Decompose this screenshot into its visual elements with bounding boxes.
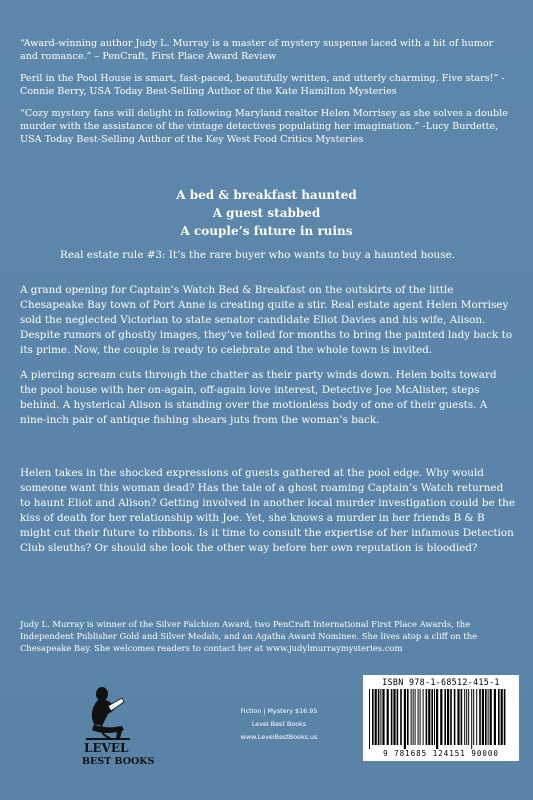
barcode-bar <box>476 689 477 745</box>
barcode-bar <box>457 689 459 745</box>
tagline-line: A bed & breakfast haunted <box>176 188 357 202</box>
publisher-logo <box>78 684 158 768</box>
publisher-website: www.LevelBestBooks.us <box>240 733 318 741</box>
barcode-bar <box>404 689 406 749</box>
barcode-bar <box>440 689 442 745</box>
isbn-label: ISBN 978-1-68512-415-1 <box>382 677 500 687</box>
barcode-bar <box>504 689 506 745</box>
barcode-bar <box>461 689 463 745</box>
publisher-info <box>214 705 344 744</box>
barcode-bar <box>447 689 449 745</box>
barcode-bar <box>382 689 384 745</box>
logo-text: BEST BOOKS <box>82 756 155 767</box>
price-code: 90000 <box>471 749 499 758</box>
logo-text: LEVEL <box>84 741 129 755</box>
barcode-bar <box>380 689 381 745</box>
tagline-line: A guest stabbed <box>212 206 321 220</box>
isbn-barcode <box>363 675 519 761</box>
barcode-bar <box>426 689 428 745</box>
real-estate-rule: Real estate rule #3: It’s the rare buyer who wants to buy a haunted house. <box>60 249 456 261</box>
barcode-bar <box>397 689 399 745</box>
barcode-bar <box>473 689 474 745</box>
barcode-icon <box>367 689 515 749</box>
barcode-bar <box>468 689 469 745</box>
barcode-bar <box>415 689 416 745</box>
barcode-bar <box>450 689 452 745</box>
tagline <box>0 186 533 240</box>
barcode-bar <box>391 689 393 745</box>
author-bio: Judy L. Murray is winner of the Silver Falchion Award, two PenCraft International First Place Awards, the Independent Publisher Gold and Silver Medals, and an Agatha Award Nominee. She lives atop a cliff on the Chesapeake Bay. She welcomes readers to contact her at www.judylmurraymysteries.com <box>20 619 478 653</box>
barcode-bar <box>423 689 424 745</box>
barcode-bar <box>418 689 419 745</box>
barcode-bar <box>372 689 374 745</box>
barcode-bar <box>431 689 433 745</box>
barcode-bar <box>400 689 402 745</box>
barcode-bar <box>490 689 492 745</box>
review-blurb: “Cozy mystery fans will delight in following Maryland realtor Helen Morrisey as she solves a double murder with the assistance of the vintage detectives populating her imagination.” -Lucy Burdette, USA Today Best-Selling Author of the Key West Food Critics Mysteries <box>20 108 508 145</box>
barcode-bar <box>369 689 370 749</box>
barcode-bar <box>436 689 438 749</box>
barcode-bar <box>420 689 421 745</box>
barcode-bar <box>375 689 377 745</box>
barcode-bar <box>454 689 456 745</box>
barcode-bar <box>428 689 430 745</box>
review-blurb: “Award-winning author Judy L. Murray is a master of mystery suspense laced with a bit of humor and romance.” – PenCraft, First Place Award Review <box>20 38 494 62</box>
tagline-line: A couple’s future in ruins <box>180 224 353 238</box>
barcode-bar <box>393 689 395 745</box>
barcode-bar <box>482 689 484 745</box>
barcode-bar <box>411 689 412 745</box>
barcode-bar <box>498 689 500 745</box>
barcode-bar <box>501 689 503 745</box>
barcode-bar <box>471 689 472 749</box>
barcode-bar <box>444 689 446 745</box>
publisher-name: Level Best Books <box>251 720 307 728</box>
barcode-bar <box>434 689 435 745</box>
barcode-digits <box>363 749 519 758</box>
reading-woman-icon <box>78 684 158 768</box>
barcode-bar <box>387 689 389 745</box>
ean-digits: 9 781685 124151 <box>383 749 466 758</box>
barcode-bar <box>466 689 467 745</box>
review-blurb: Peril in the Pool House is smart, fast-paced, beautifully written, and utterly charming. Five stars!” - Connie Berry, USA Today Best-Selling Author of the Kate Hamilton Mysteries <box>20 73 505 97</box>
barcode-bar <box>378 689 380 745</box>
barcode-bar <box>494 689 496 745</box>
barcode-bar <box>488 689 489 745</box>
barcode-bar <box>464 689 465 745</box>
barcode-bar <box>485 689 487 745</box>
barcode-bar <box>407 689 409 745</box>
synopsis-paragraph: Helen takes in the shocked expressions of guests gathered at the pool edge. Why would someone want this woman dead? Has the tale of a ghost roaming Captain’s Watch returned to haunt Eliot and Alison? Getting involved in another local murder investigation could be the kiss of death for her relationship with Joe. Yet, she knows a murder in her friends B & B might cut their future to ribbons. Is it time to consult the expertise of her infamous Detection Club sleuths? Or should she look the other way before her own reputation is bloodied? <box>20 467 515 554</box>
barcode-bar <box>479 689 481 745</box>
synopsis-paragraph: A grand opening for Captain’s Watch Bed & Breakfast on the outskirts of the little Chesapeake Bay town of Port Anne is creating quite a stir. Real estate agent Helen Morrisey sold the neglected Victorian to state senator candidate Eliot Davies and his wife, Alison. Despite rumors of ghostly images, they’ve toiled for months to bring the painted lady back to its prime. Now, the couple is ready to celebrate and the whole town is invited. <box>20 284 513 356</box>
synopsis-paragraph: A piercing scream cuts through the chatter as their party winds down. Helen bolts toward the pool house with her on-again, off-again love interest, Detective Joe McAlister, steps behind. A hysterical Alison is standing over the motionless body of one of their guests. A nine-inch pair of antique fishing shears juts from the woman’s back. <box>20 369 497 426</box>
review-blurbs <box>20 38 514 156</box>
category-price: Fiction | Mystery $16.95 <box>240 707 318 715</box>
barcode-bar <box>413 689 414 745</box>
